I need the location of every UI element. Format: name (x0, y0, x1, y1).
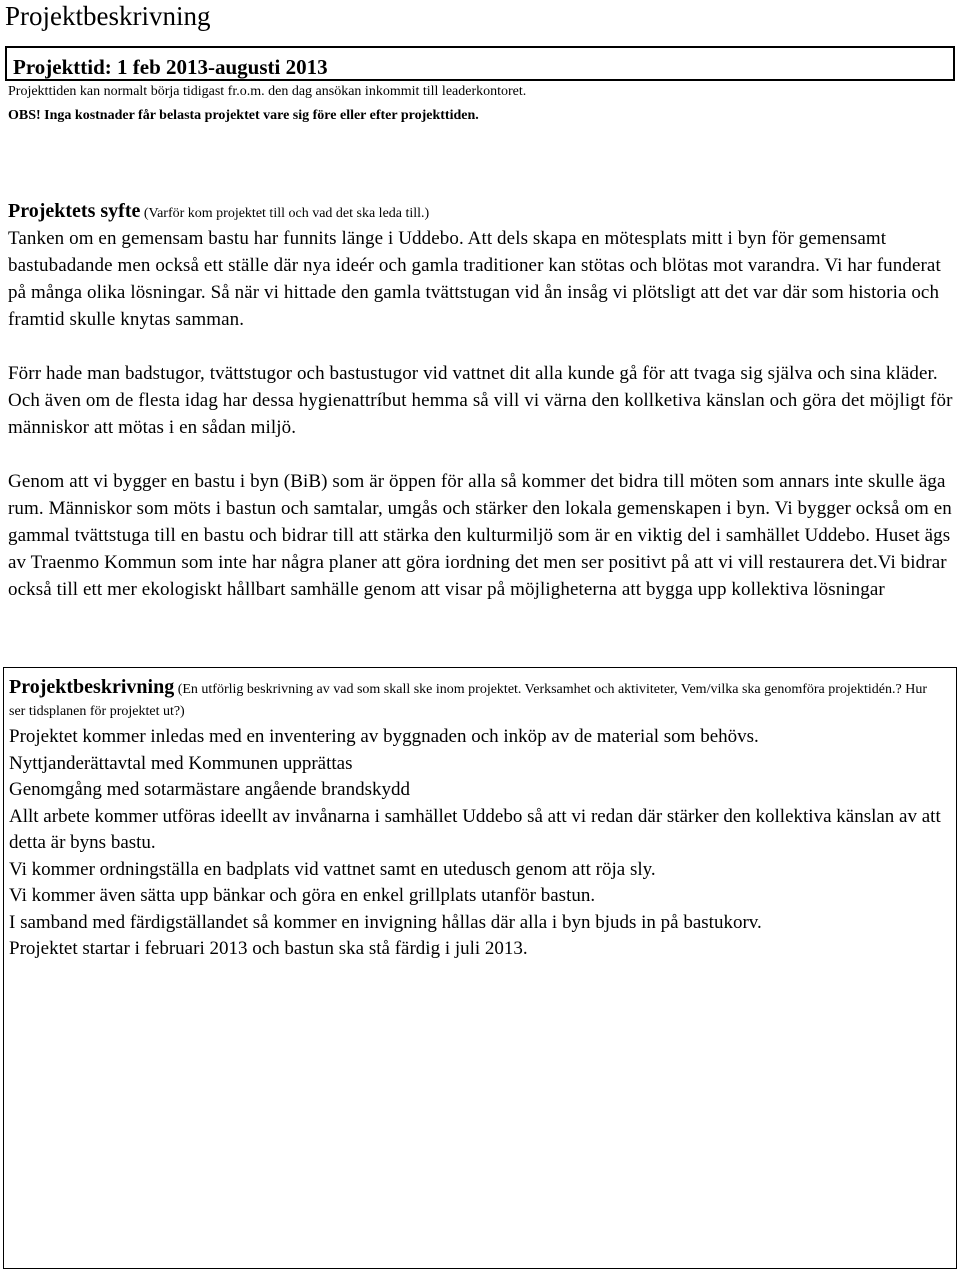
description-heading (9, 676, 939, 722)
description-line: Genomgång med sotarmästare angående brandskydd (9, 779, 410, 800)
description-heading-note: (En utförlig beskrivning av vad som skall ske inom projektet. Verksamhet och aktiviteter, Vem/vilka ska genomföra projektidén.? Hur ser tidsplanen för projektet ut?) (9, 682, 928, 719)
purpose-paragraph: Förr hade man badstugor, tvättstugor och bastustugor vid vattnet dit alla kunde gå för att tvaga sig själva och sina kläder. Och även om de flesta idag har dessa hygienattríbut hemma så vill vi värna den kollketiva känslan och göra det möjligt för människor att mötas i en sådan miljö. (8, 363, 953, 438)
description-box (3, 667, 957, 1269)
description-line: Projektet kommer inledas med en inventering av byggnaden och inköp av de material som behövs. (9, 726, 759, 747)
description-lines (9, 724, 949, 963)
project-period-box (5, 46, 955, 81)
page-title: Projektbeskrivning (5, 1, 211, 31)
description-line: Vi kommer även sätta upp bänkar och göra en enkel grillplats utanför bastun. (9, 885, 596, 906)
purpose-paragraph: Tanken om en gemensam bastu har funnits länge i Uddebo. Att dels skapa en mötesplats mitt i byn för gemensamt bastubadande men också ett ställe där nya ideér och gamla traditioner kan stötas och blötas mot varandra. Vi har funderat på många olika lösningar. Så när vi hittade den gamla tvättstugan vid ån insåg vi plötsligt att det var där som historia och framtid skulle knytas samman. (8, 228, 941, 330)
purpose-body (8, 225, 958, 649)
description-heading-label: Projektbeskrivning (9, 676, 175, 698)
purpose-heading (8, 199, 429, 226)
description-line: Vi kommer ordningställa en badplats vid vattnet samt en utedusch genom att röja sly. (9, 858, 656, 880)
purpose-heading-note: (Varför kom projektet till och vad det ska leda till.) (140, 206, 430, 221)
purpose-paragraph: Genom att vi bygger en bastu i byn (BiB) som är öppen för alla så kommer det bidra till möten som annars inte skulle äga rum. Människor som möts i bastun och samtalar, umgås och stärker den lokala gemenskapen i byn. Vi bygger också om en gammal tvättstuga till en bastu och bidrar till att stärka den kulturmiljö som är en viktig del i samhället Uddebo. Huset ägs av Traenmo Kommun som inte har några planer att göra iordning det men ser positivt på att vi vill restaurera det.Vi bidrar också till ett mer ekologiskt hållbart samhälle genom att visar på möjligheterna att bygga upp kollektiva lösningar (8, 471, 952, 600)
description-line: I samband med färdigställandet så kommer en invigning hållas där alla i byn bjuds in på bastukorv. (9, 911, 762, 933)
description-line: Allt arbete kommer utföras ideellt av invånarna i samhället Uddebo så att vi redan där stärker den kollektiva känslan av att detta är byns bastu. (9, 805, 941, 853)
project-period-title: Projekttid: 1 feb 2013-augusti 2013 (13, 55, 328, 79)
project-period-note: Projekttiden kan normalt börja tidigast fr.o.m. den dag ansökan inkommit till leaderkontoret. (8, 84, 527, 99)
project-period-obs-note: OBS! Inga kostnader får belasta projektet vare sig före eller efter projekttiden. (8, 108, 479, 123)
purpose-heading-label: Projektets syfte (8, 200, 141, 222)
description-line: Nyttjanderättavtal med Kommunen upprättas (9, 752, 353, 774)
description-line: Projektet startar i februari 2013 och bastun ska stå färdig i juli 2013. (9, 938, 528, 959)
